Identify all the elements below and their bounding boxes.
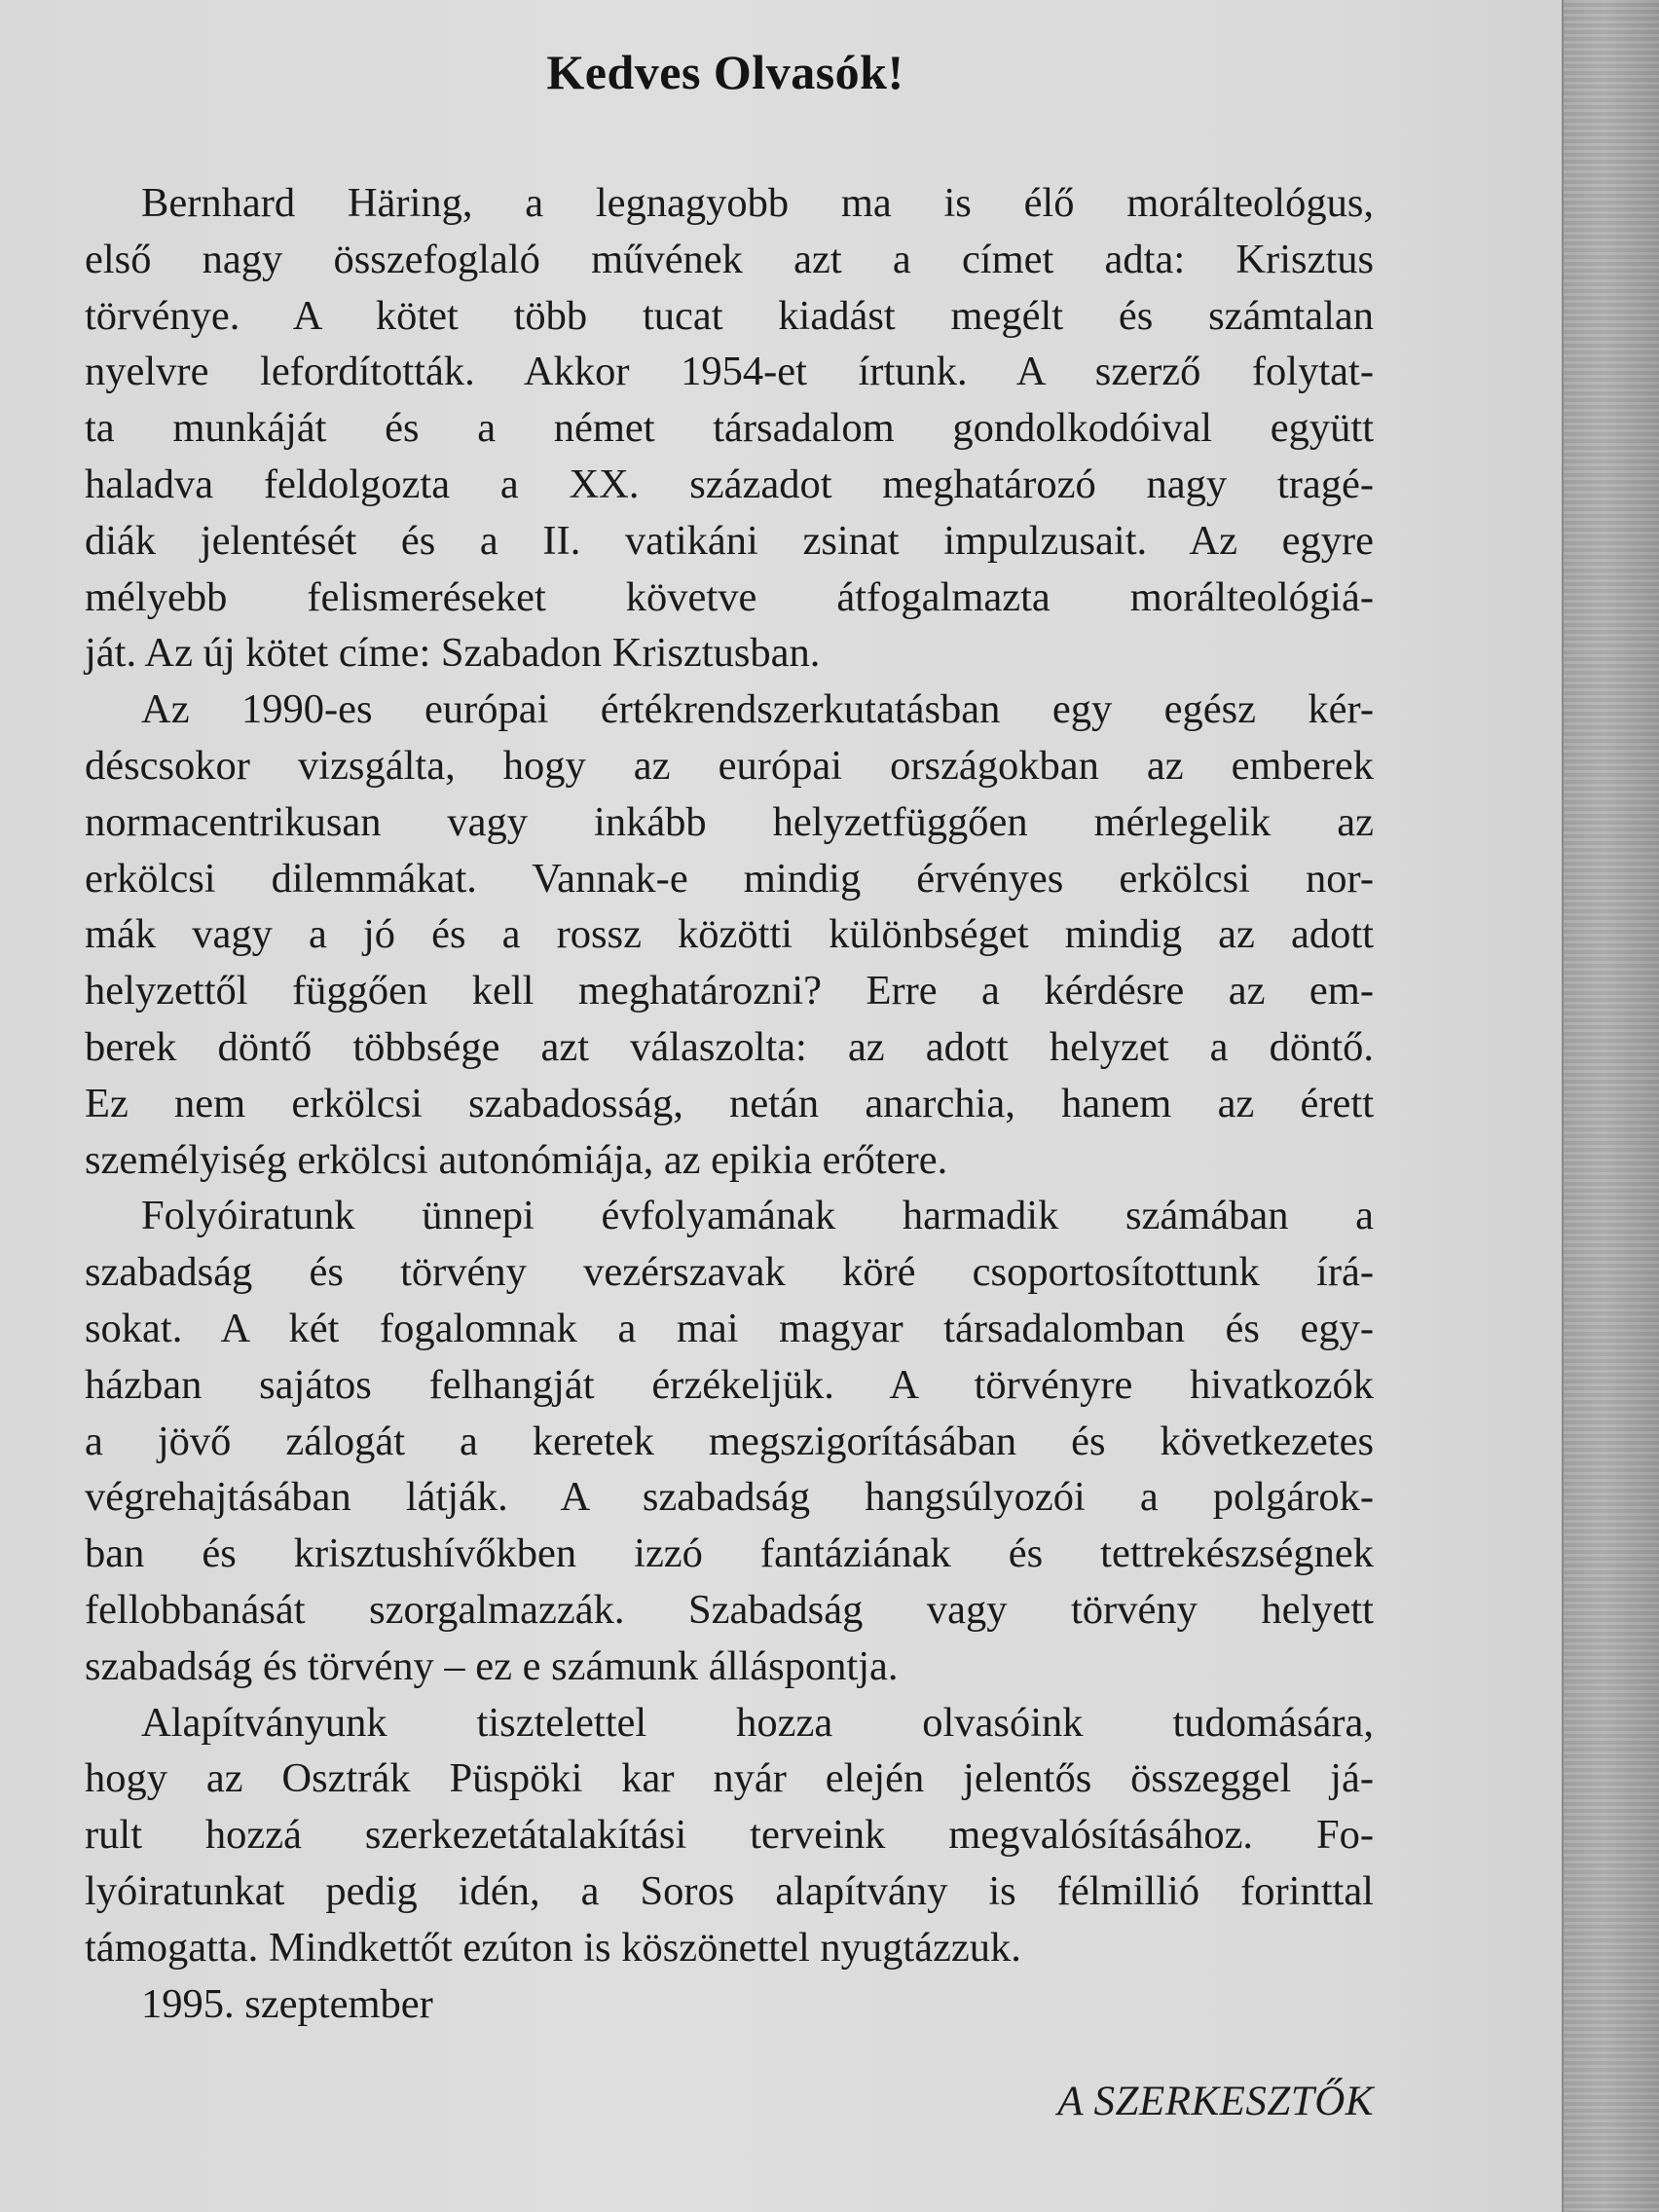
paragraph-2	[85, 682, 1374, 1188]
text-line: szabadság és törvény vezérszavak köré csoportosítottunk írá-	[85, 1249, 1374, 1296]
text-line: Az 1990-es európai értékrendszerkutatásban egy egész kér-	[141, 686, 1374, 733]
text-line: támogatta. Mindkettőt ezúton is köszönettel nyugtázzuk.	[85, 1924, 1021, 1971]
paragraph-4	[85, 1695, 1374, 1976]
text-line: haladva feldolgozta a XX. századot meghatározó nagy tragé-	[85, 461, 1374, 507]
text-line: berek döntő többsége azt válaszolta: az adott helyzet a döntő.	[85, 1023, 1374, 1070]
text-line: ját. Az új kötet címe: Szabadon Krisztusban.	[85, 630, 821, 677]
text-line: erkölcsi dilemmákat. Vannak-e mindig érvényes erkölcsi nor-	[85, 855, 1374, 902]
paragraph-3	[85, 1188, 1374, 1694]
paragraph-1	[85, 175, 1374, 682]
text-line: a jövő zálogát a keretek megszigorításában és következetes	[85, 1418, 1374, 1464]
text-line: hogy az Osztrák Püspöki kar nyár elején jelentős összeggel já-	[85, 1755, 1374, 1802]
text-line: szabadság és törvény – ez e számunk álláspontja.	[85, 1642, 899, 1689]
text-line: ta munkáját és a német társadalom gondolkodóival együtt	[85, 405, 1374, 452]
text-line: normacentrikusan vagy inkább helyzetfüggően mérlegelik az	[85, 798, 1374, 845]
text-line: diák jelentését és a II. vatikáni zsinat impulzusait. Az egyre	[85, 517, 1374, 564]
signature: A SZERKESZTŐK	[1057, 2079, 1374, 2124]
text-line: rult hozzá szerkezetátalakítási terveink megvalósításához. Fo-	[85, 1812, 1374, 1859]
page-title: Kedves Olvasók!	[546, 45, 904, 99]
book-page-edge	[1562, 0, 1659, 2212]
text-line: mák vagy a jó és a rossz közötti különbséget mindig az adott	[85, 911, 1374, 958]
text-line: ban és krisztushívőkben izzó fantáziának és tettrekészségnek	[85, 1530, 1374, 1577]
text-line: házban sajátos felhangját érzékeljük. A törvényre hivatkozók	[85, 1361, 1374, 1408]
text-line: fellobbanását szorgalmazzák. Szabadság vagy törvény helyett	[85, 1586, 1374, 1633]
text-line: személyiség erkölcsi autonómiája, az epikia erőtere.	[85, 1136, 948, 1183]
text-line: sokat. A két fogalomnak a mai magyar társadalomban és egy-	[85, 1305, 1374, 1351]
text-line: nyelvre lefordították. Akkor 1954-et írtunk. A szerző folytat-	[85, 349, 1374, 395]
text-line: mélyebb felismeréseket követve átfogalmazta morálteológiá-	[85, 573, 1374, 620]
text-line: lyóiratunkat pedig idén, a Soros alapítvány is félmillió forinttal	[85, 1867, 1374, 1914]
text-line: Folyóiratunk ünnepi évfolyamának harmadik számában a	[141, 1193, 1374, 1239]
text-line: Bernhard Häring, a legnagyobb ma is élő morálteológus,	[141, 180, 1374, 226]
text-line: első nagy összefoglaló művének azt a címet adta: Krisztus	[85, 236, 1374, 282]
text-line: Alapítványunk tisztelettel hozza olvasóink tudomására,	[141, 1699, 1374, 1746]
text-line: végrehajtásában látják. A szabadság hangsúlyozói a polgárok-	[85, 1474, 1374, 1521]
text-line: déscsokor vizsgálta, hogy az európai országokban az emberek	[85, 742, 1374, 789]
text-line: Ez nem erkölcsi szabadosság, netán anarchia, hanem az érett	[85, 1080, 1374, 1126]
text-line: helyzettől függően kell meghatározni? Erre a kérdésre az em-	[85, 968, 1374, 1014]
date-line: 1995. szeptember	[141, 1980, 433, 2027]
body-text	[85, 175, 1374, 2032]
text-line: törvénye. A kötet több tucat kiadást megélt és számtalan	[85, 292, 1374, 339]
